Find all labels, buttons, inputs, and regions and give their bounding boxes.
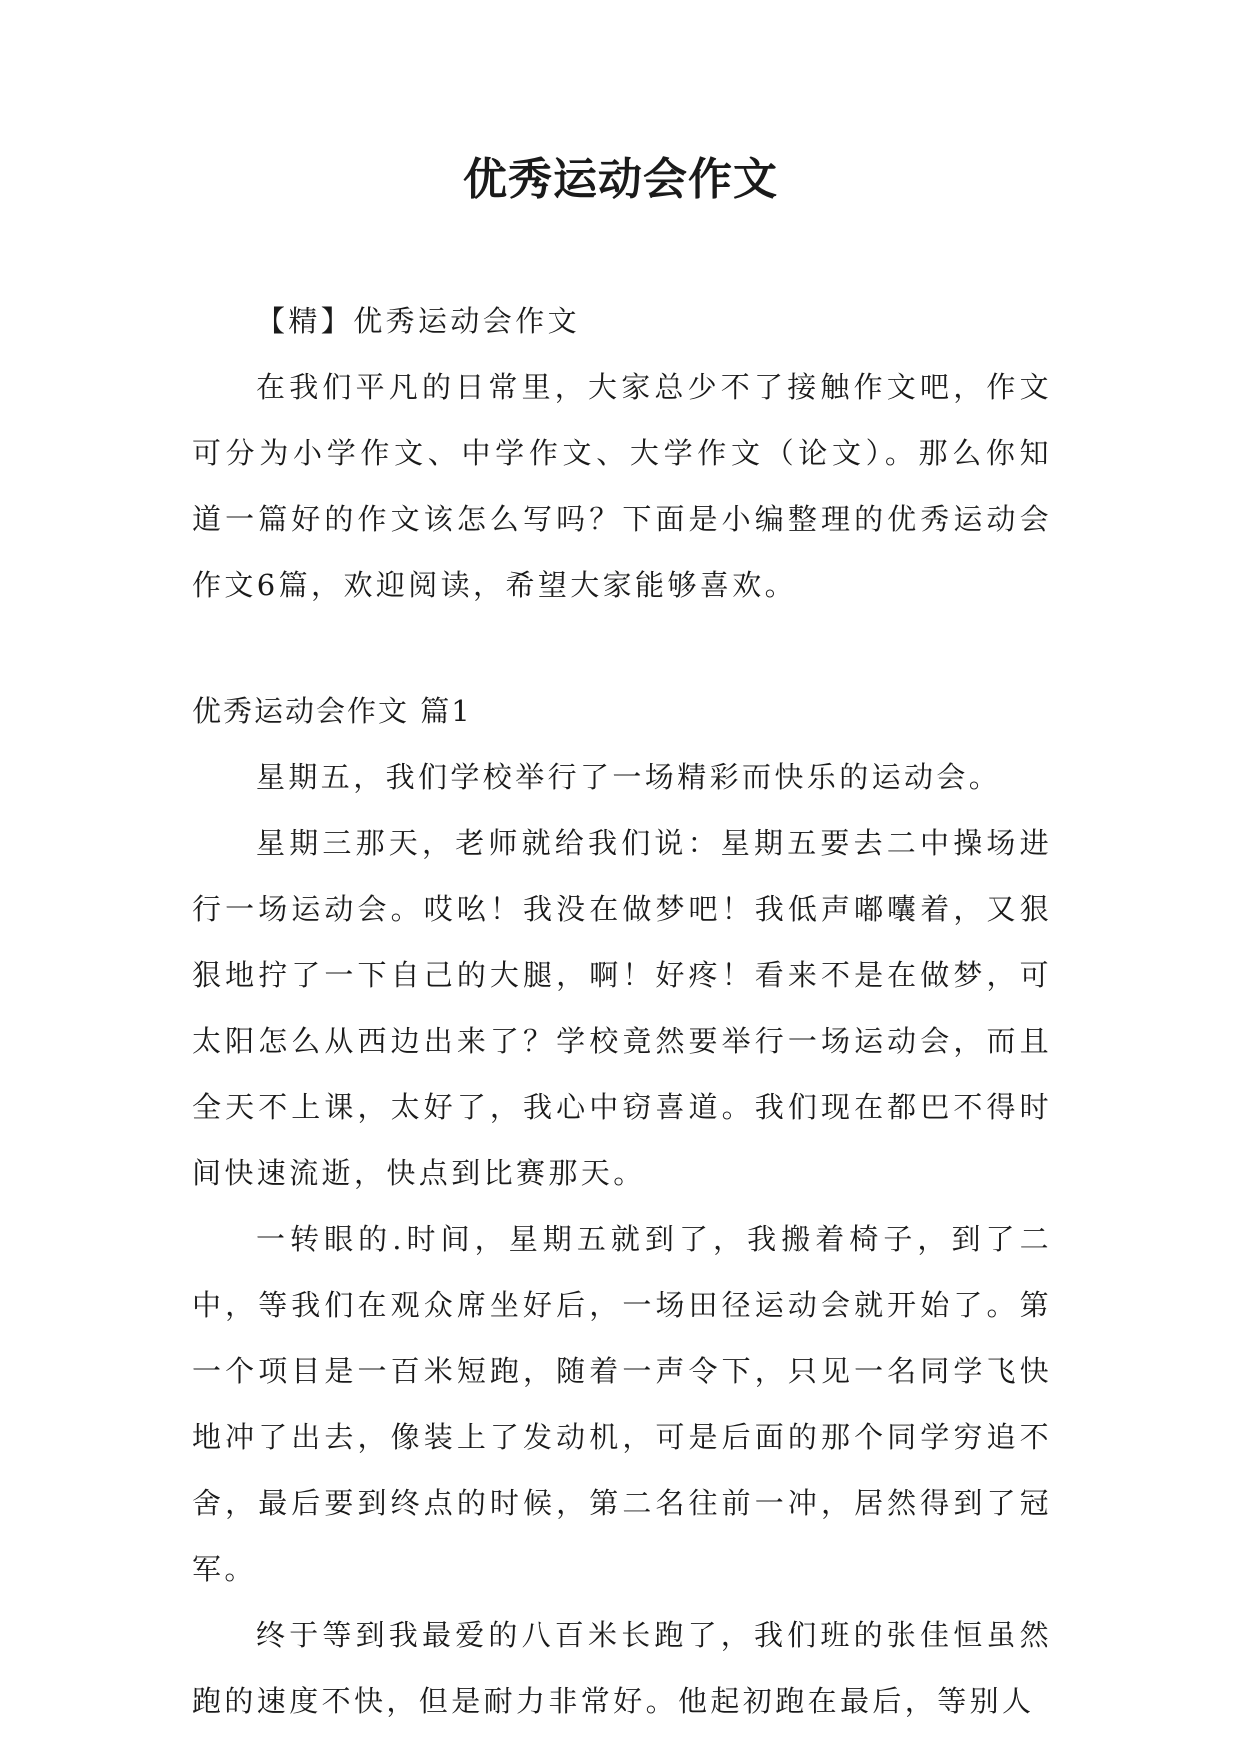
document-body	[192, 288, 1052, 1734]
body-paragraph-3: 一转眼的.时间，星期五就到了，我搬着椅子，到了二中，等我们在观众席坐好后，一场田径运动会就开始了。第一个项目是一百米短跑，随着一声令下，只见一名同学飞快地冲了出去，像装上了发动机，可是后面的那个同学穷追不舍，最后要到终点的时候，第二名往前一冲，居然得到了冠军。	[192, 1222, 1052, 1586]
intro-paragraph: 在我们平凡的日常里，大家总少不了接触作文吧，作文可分为小学作文、中学作文、大学作文（论文）。那么你知道一篇好的作文该怎么写吗？下面是小编整理的优秀运动会作文6篇，欢迎阅读，希望大家能够喜欢。	[192, 370, 1052, 602]
section-heading: 优秀运动会作文 篇1	[192, 694, 472, 728]
body-paragraph-4: 终于等到我最爱的八百米长跑了，我们班的张佳恒虽然跑的速度不快，但是耐力非常好。他起初跑在最后，等别人	[192, 1618, 1052, 1718]
document-title: 优秀运动会作文	[463, 154, 778, 205]
document-tagline: 【精】优秀运动会作文	[256, 304, 581, 338]
section-spacer	[192, 618, 1052, 678]
body-paragraph-2: 星期三那天，老师就给我们说：星期五要去二中操场进行一场运动会。哎吆！我没在做梦吧！我低声嘟囔着，又狠狠地拧了一下自己的大腿，啊！好疼！看来不是在做梦，可太阳怎么从西边出来了？学校竟然要举行一场运动会，而且全天不上课，太好了，我心中窃喜道。我们现在都巴不得时间快速流逝，快点到比赛那天。	[192, 826, 1052, 1190]
body-paragraph-1: 星期五，我们学校举行了一场精彩而快乐的运动会。	[256, 760, 1002, 794]
